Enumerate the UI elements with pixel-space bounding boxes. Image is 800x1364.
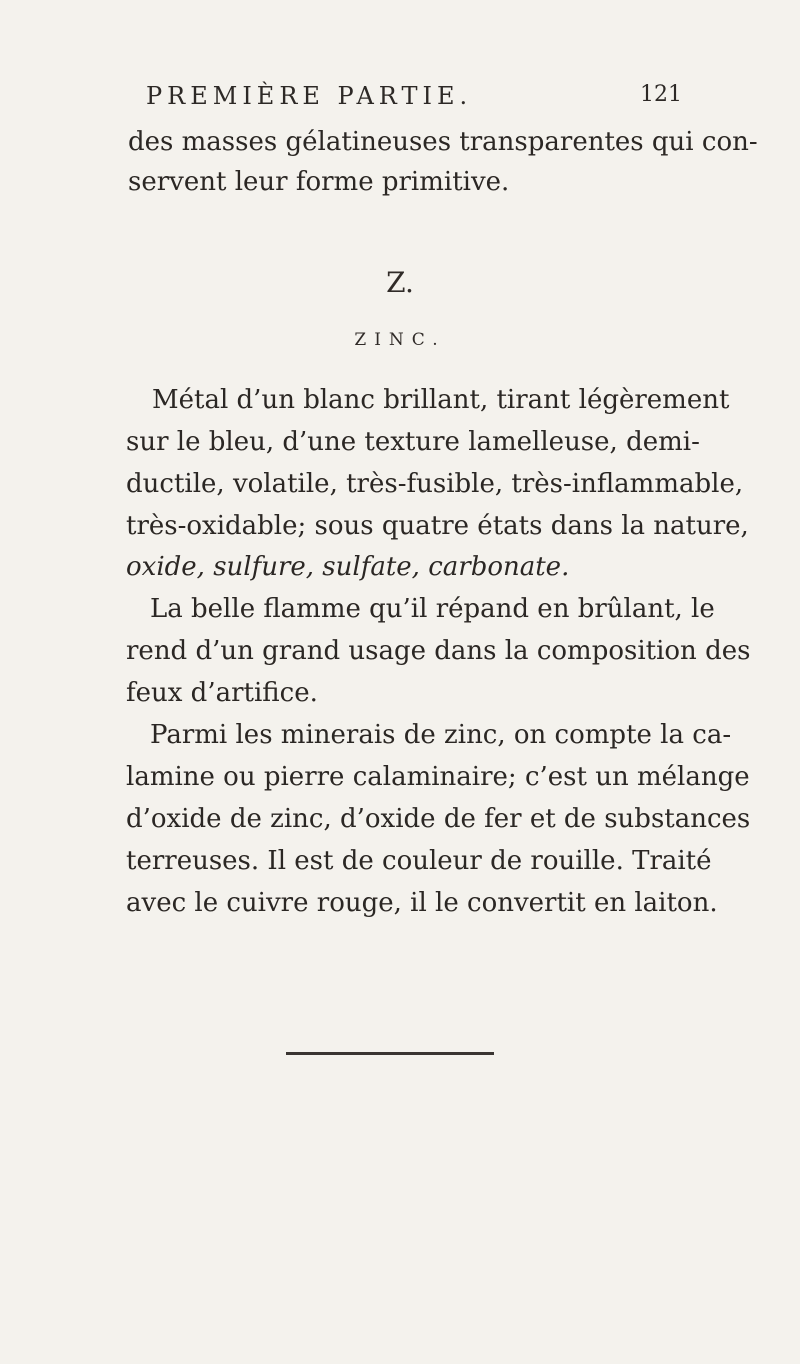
section-title: ZINC. [354,330,446,350]
running-header [146,82,686,122]
page-number: 121 [640,82,682,107]
text-line: servent leur forme primitive. [128,167,510,197]
text-line: Parmi les minerais de zinc, on compte la ca- [150,720,732,750]
text-line: des masses gélatineuses transparentes qui con- [128,127,758,157]
text-line: ductile, volatile, très-fusible, très-inflammable, [126,469,744,499]
end-rule [286,1052,494,1055]
text-line: feux d’artifice. [126,678,318,708]
text-line: lamine ou pierre calaminaire; c’est un mélange [126,762,750,792]
text-line: avec le cuivre rouge, il le convertit en laiton. [126,888,718,918]
section-letter: Z. [386,266,414,299]
text-line: oxide, sulfure, sulfate, carbonate. [126,552,570,582]
text-line: rend d’un grand usage dans la composition des [126,636,751,666]
text-line: très-oxidable; sous quatre états dans la nature, [126,511,749,541]
text-line: Métal d’un blanc brillant, tirant légèrement [152,385,730,415]
text-line: d’oxide de zinc, d’oxide de fer et de substances [126,804,751,834]
text-line: La belle flamme qu’il répand en brûlant, le [150,594,715,624]
text-line: sur le bleu, d’une texture lamelleuse, demi- [126,427,700,457]
text-line: terreuses. Il est de couleur de rouille. Traité [126,846,712,876]
running-title: PREMIÈRE PARTIE. [146,82,473,110]
